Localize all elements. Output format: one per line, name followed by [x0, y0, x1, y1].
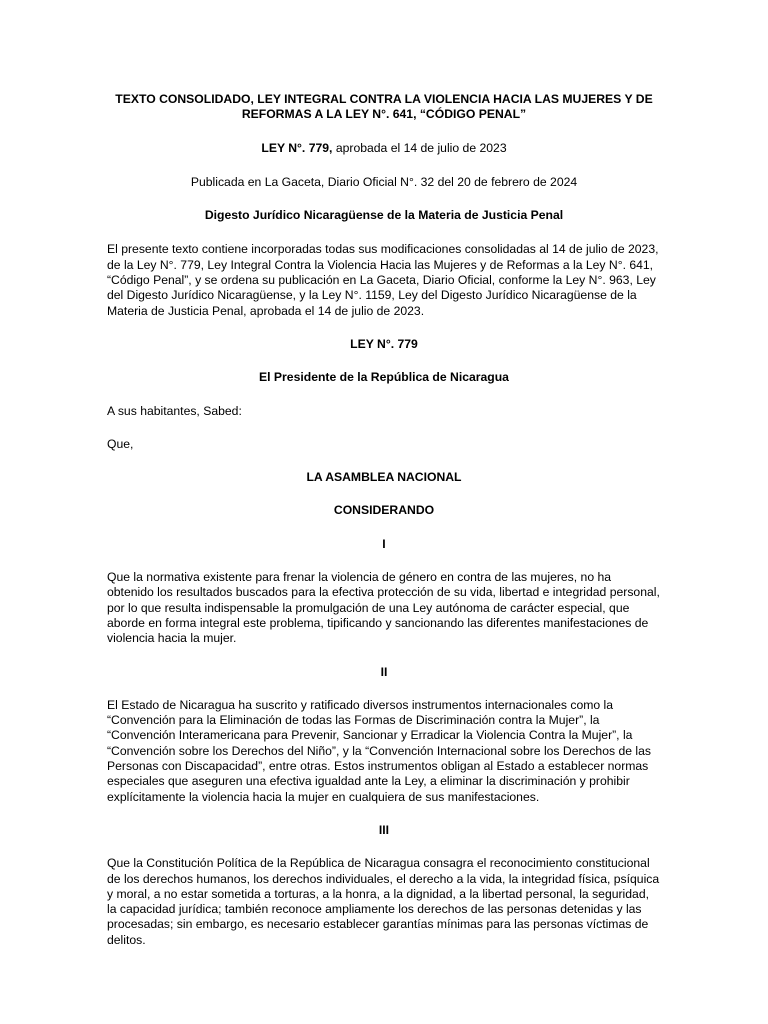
section-paragraph-i: Que la normativa existente para frenar la violencia de género en contra de las mujeres, no ha obtenido los resultados buscados para la efectiva protección de su vida, libertad e integridad personal, por lo que resulta indispensable la promulgación de una Ley autónoma de carácter especial, que aborde en forma integral este problema, tipificando y sancionando las diferentes manifestaciones de violencia hacia la mujer. [107, 570, 660, 646]
document-page [107, 92, 661, 966]
document-title: TEXTO CONSOLIDADO, LEY INTEGRAL CONTRA LA VIOLENCIA HACIA LAS MUJERES Y DE REFORMAS A LA LEY N°. 641, “CÓDIGO PENAL” [115, 92, 653, 122]
habitantes-line: A sus habitantes, Sabed: [107, 403, 242, 418]
digest-heading: Digesto Jurídico Nicaragüense de la Materia de Justicia Penal [204, 208, 564, 223]
law-heading: LEY N°. 779 [350, 336, 418, 351]
considerando-heading: CONSIDERANDO [333, 503, 435, 518]
president-heading: El Presidente de la República de Nicaragua [259, 370, 509, 385]
section-numeral-ii: II [380, 664, 388, 679]
section-numeral-i: I [382, 536, 386, 551]
intro-paragraph: El presente texto contiene incorporadas todas sus modificaciones consolidadas al 14 de julio de 2023, de la Ley N°. 779, Ley Integral Contra la Violencia Hacia las Mujeres y de Reformas a la Ley N°. 641, “Código Penal”, y se ordena su publicación en La Gaceta, Diario Oficial, conforme la Ley N°. 963, Ley del Digesto Jurídico Nicaragüense, y la Ley N°. 1159, Ley del Digesto Jurídico Nicaragüense de la Materia de Justicia Penal, aprobada el 14 de julio de 2023. [107, 242, 659, 318]
law-number: LEY N°. 779, [261, 140, 333, 155]
section-paragraph-iii: Que la Constitución Política de la República de Nicaragua consagra el reconocimiento constitucional de los derechos humanos, los derechos individuales, el derecho a la vida, la integridad física, psíquica y moral, a no estar sometida a torturas, a la honra, a la dignidad, a la libertad personal, la seguridad, la capacidad jurídica; también reconoce ampliamente los derechos de las personas detenidas y las procesadas; sin embargo, es necesario establecer garantías mínimas para las personas víctimas de delitos. [107, 856, 660, 947]
section-paragraph-ii: El Estado de Nicaragua ha suscrito y ratificado diversos instrumentos internacionales como la “Convención para la Eliminación de todas las Formas de Discriminación contra la Mujer”, la “Convención Interamericana para Prevenir, Sancionar y Erradicar la Violencia Contra la Mujer”, la “Convención sobre los Derechos del Niño”, y la “Convención Internacional sobre los Derechos de las Personas con Discapacidad”, entre otras. Estos instrumentos obligan al Estado a establecer normas especiales que aseguren una efectiva igualdad ante la Ley, a eliminar la discriminación y prohibir explícitamente la violencia hacia la mujer en cualquiera de sus manifestaciones. [107, 697, 651, 804]
law-approval-line [107, 141, 661, 156]
section-numeral-iii: III [378, 822, 390, 837]
que-line: Que, [107, 436, 134, 451]
law-approval-date: aprobada el 14 de julio de 2023 [332, 140, 507, 155]
asamblea-heading: LA ASAMBLEA NACIONAL [306, 470, 462, 485]
publication-line: Publicada en La Gaceta, Diario Oficial N°. 32 del 20 de febrero de 2024 [190, 174, 578, 189]
